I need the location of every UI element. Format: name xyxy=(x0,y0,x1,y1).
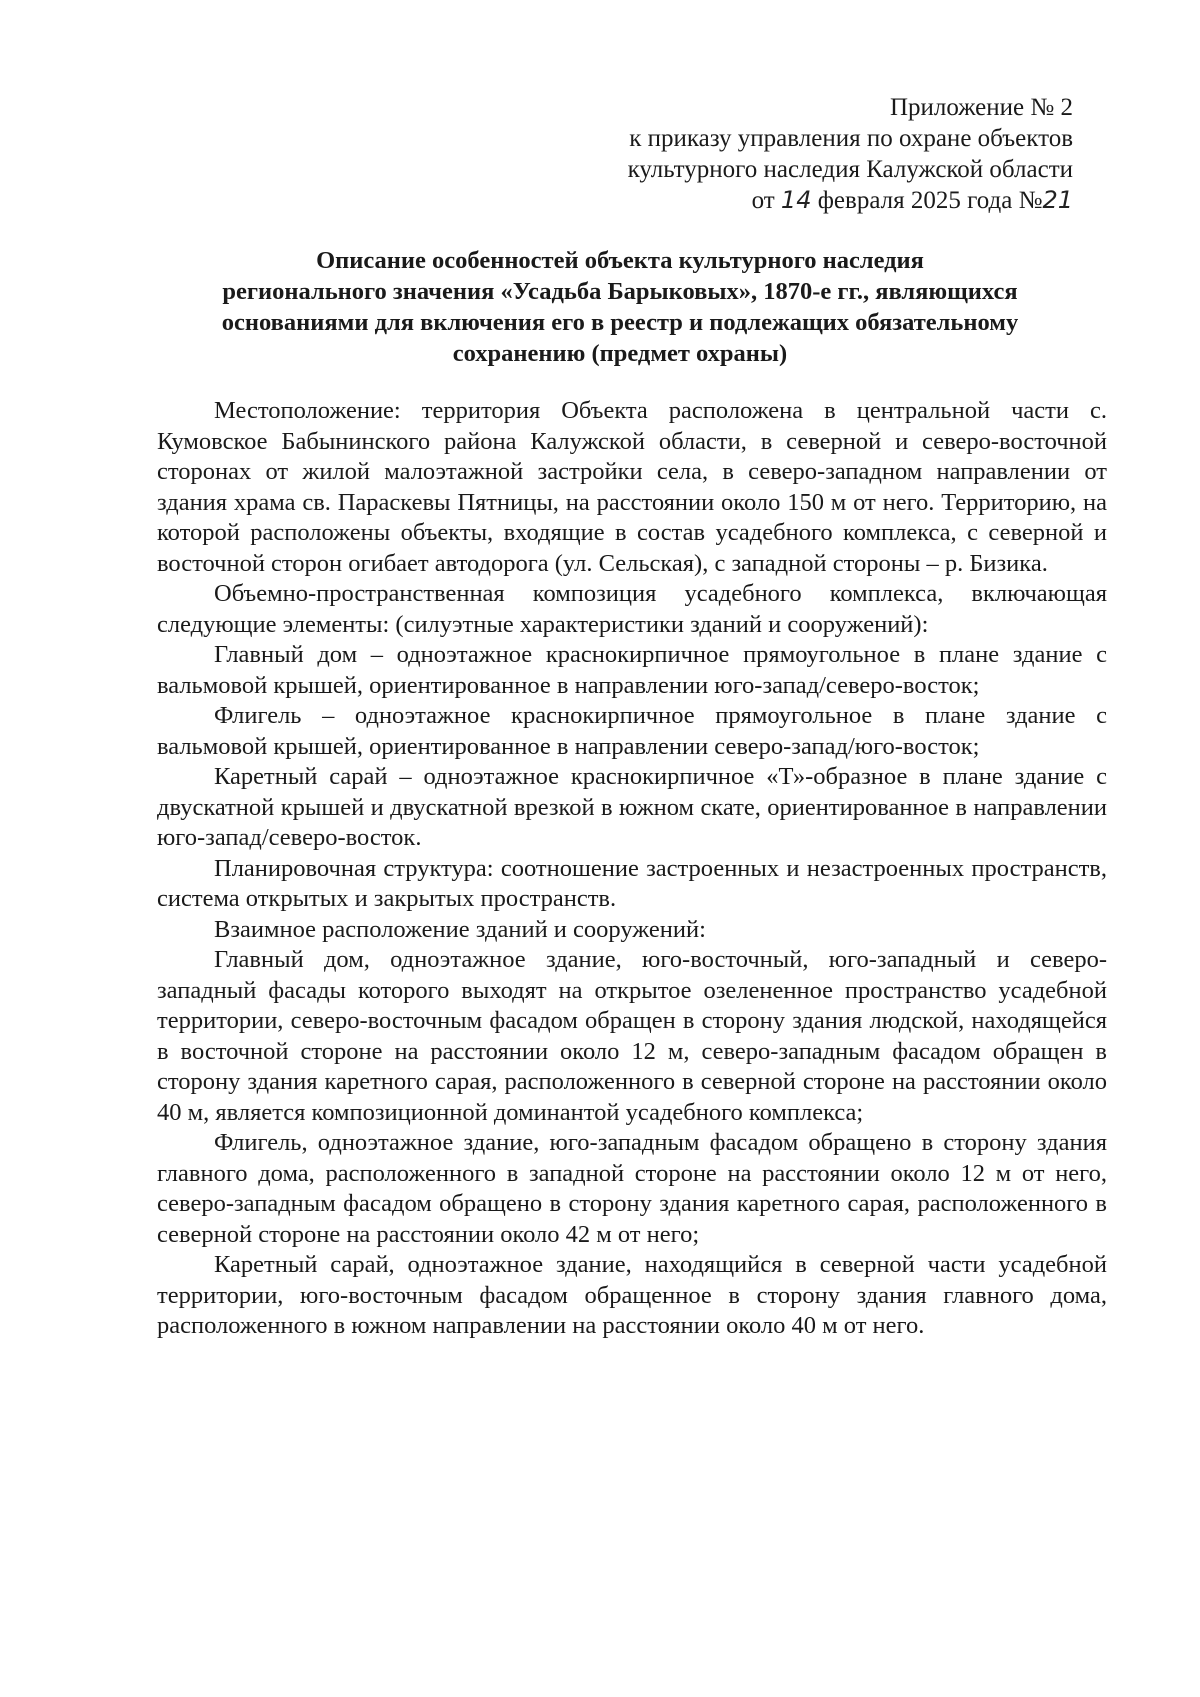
paragraph-main-house: Главный дом – одноэтажное краснокирпичное прямоугольное в плане здание с вальмовой крышей, ориентированное в направлении юго-запад/северо-восток; xyxy=(157,641,1107,699)
document-title xyxy=(150,245,1090,369)
document-body xyxy=(157,396,1107,1342)
order-line-2: культурного наследия Калужской области xyxy=(627,156,1073,183)
paragraph-planning: Планировочная структура: соотношение застроенных и незастроенных пространств, система открытых и закрытых пространств. xyxy=(157,854,1107,912)
date-middle: февраля 2025 года № xyxy=(817,187,1043,214)
title-line-4: сохранению (предмет охраны) xyxy=(452,340,788,367)
paragraph-main-house-position: Главный дом, одноэтажное здание, юго-восточный, юго-западный и северо-западный фасады которого выходят на открытое озелененное пространство усадебной территории, северо-восточным фасадом обращен в сторону здания людской, находящейся в восточной стороне на расстоянии около 12 м, северо-западным фасадом обращен в сторону здания каретного сарая, расположенного в северной стороне на расстоянии около 40 м, является композиционной доминантой усадебного комплекса; xyxy=(157,946,1107,1126)
order-line-1: к приказу управления по охране объектов xyxy=(629,125,1073,152)
paragraph-composition: Объемно-пространственная композиция усадебного комплекса, включающая следующие элементы: (силуэтные характеристики зданий и сооружений): xyxy=(157,580,1107,638)
title-line-1: Описание особенностей объекта культурного наследия xyxy=(316,247,924,274)
handwritten-order-number: 21 xyxy=(1042,186,1073,214)
appendix-title: Приложение № 2 xyxy=(889,94,1073,121)
paragraph-carriage-shed: Каретный сарай – одноэтажное краснокирпичное «Т»-образное в плане здание с двускатной крышей и двускатной врезкой в южном скате, ориентированное в направлении юго-запад/северо-восток. xyxy=(157,763,1107,851)
title-line-2: регионального значения «Усадьба Барыковых», 1870-е гг., являющихся xyxy=(222,278,1018,305)
paragraph-wing: Флигель – одноэтажное краснокирпичное прямоугольное в плане здание с вальмовой крышей, ориентированное в направлении северо-запад/юго-восток; xyxy=(157,702,1107,760)
paragraph-location: Местоположение: территория Объекта расположена в центральной части с. Кумовское Бабынинского района Калужской области, в северной и северо-восточной сторонах от жилой малоэтажной застройки села, в северо-западном направлении от здания храма св. Параскевы Пятницы, на расстоянии около 150 м от него. Территорию, на которой расположены объекты, входящие в состав усадебного комплекса, с северной и восточной сторон огибает автодорога (ул. Сельская), с западной стороны – р. Бизика. xyxy=(157,397,1107,577)
paragraph-arrangement: Взаимное расположение зданий и сооружений: xyxy=(214,915,706,943)
handwritten-date-day: 14 xyxy=(780,186,812,214)
order-date-line xyxy=(628,185,1073,216)
title-line-3: основаниями для включения его в реестр и подлежащих обязательному xyxy=(221,309,1019,336)
paragraph-wing-position: Флигель, одноэтажное здание, юго-западным фасадом обращено в сторону здания главного дома, расположенного в западной стороне на расстоянии около 12 м от него, северо-западным фасадом обращено в сторону здания каретного сарая, расположенного в северной стороне на расстоянии около 42 м от него; xyxy=(157,1129,1107,1248)
appendix-header xyxy=(628,92,1073,216)
paragraph-carriage-shed-position: Каретный сарай, одноэтажное здание, находящийся в северной части усадебной территории, юго-восточным фасадом обращенное в сторону здания главного дома, расположенного в южном направлении на расстоянии около 40 м от него. xyxy=(157,1251,1107,1339)
date-prefix: от xyxy=(751,187,775,214)
